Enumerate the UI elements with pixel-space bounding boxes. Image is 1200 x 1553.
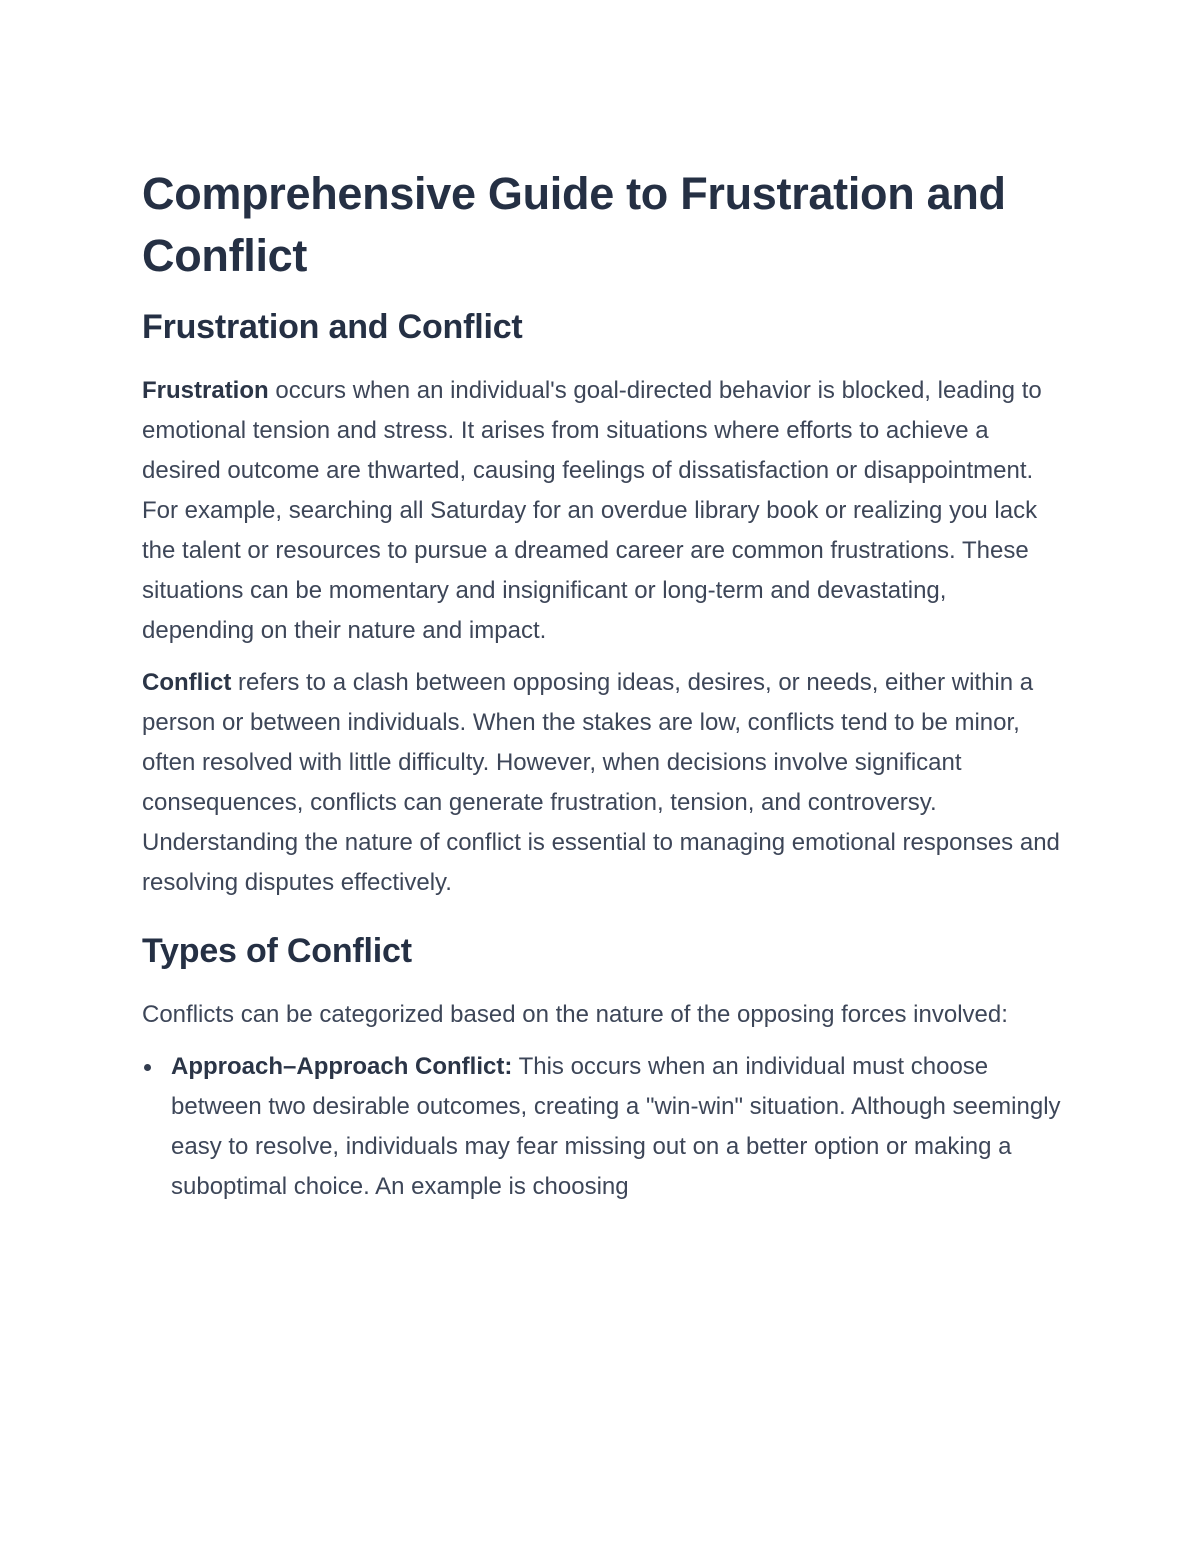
types-intro-paragraph: Conflicts can be categorized based on the nature of the opposing forces involved:: [142, 1001, 1008, 1028]
list-item: [142, 1047, 1062, 1207]
paragraph-conflict-text: refers to a clash between opposing ideas, desires, or needs, either within a person or between individuals. When the stakes are low, conflicts tend to be minor, often resolved with little difficulty. However, when decisions involve significant consequences, conflicts can generate frustration, tension, and controversy. Understanding the nature of conflict is essential to managing emotional responses and resolving disputes effectively.: [142, 669, 1060, 896]
section-heading-types-of-conflict: Types of Conflict: [142, 932, 412, 970]
paragraph-frustration-text: occurs when an individual's goal-directed behavior is blocked, leading to emotional tension and stress. It arises from situations where efforts to achieve a desired outcome are thwarted, causing feelings of dissatisfaction or disappointment. For example, searching all Saturday for an overdue library book or realizing you lack the talent or resources to pursue a dreamed career are common frustrations. These situations can be momentary and insignificant or long-term and devastating, depending on their nature and impact.: [142, 377, 1042, 644]
document-title: Comprehensive Guide to Frustration and Conflict: [142, 168, 1006, 281]
bullet-icon: [144, 1064, 151, 1071]
conflict-types-list: [142, 1047, 1062, 1207]
term-conflict: Conflict: [142, 669, 232, 696]
section-heading-frustration-and-conflict: Frustration and Conflict: [142, 308, 523, 346]
paragraph-frustration: [142, 371, 1062, 651]
paragraph-conflict: [142, 663, 1062, 903]
term-approach-approach-conflict: Approach–Approach Conflict:: [171, 1053, 513, 1080]
document-page: [142, 163, 1062, 1207]
term-frustration: Frustration: [142, 377, 269, 404]
list-item-text: This occurs when an individual must choose between two desirable outcomes, creating a "win-win" situation. Although seemingly easy to resolve, individuals may fear missing out on a better option or making a suboptimal choice. An example is choosing: [171, 1053, 1061, 1200]
